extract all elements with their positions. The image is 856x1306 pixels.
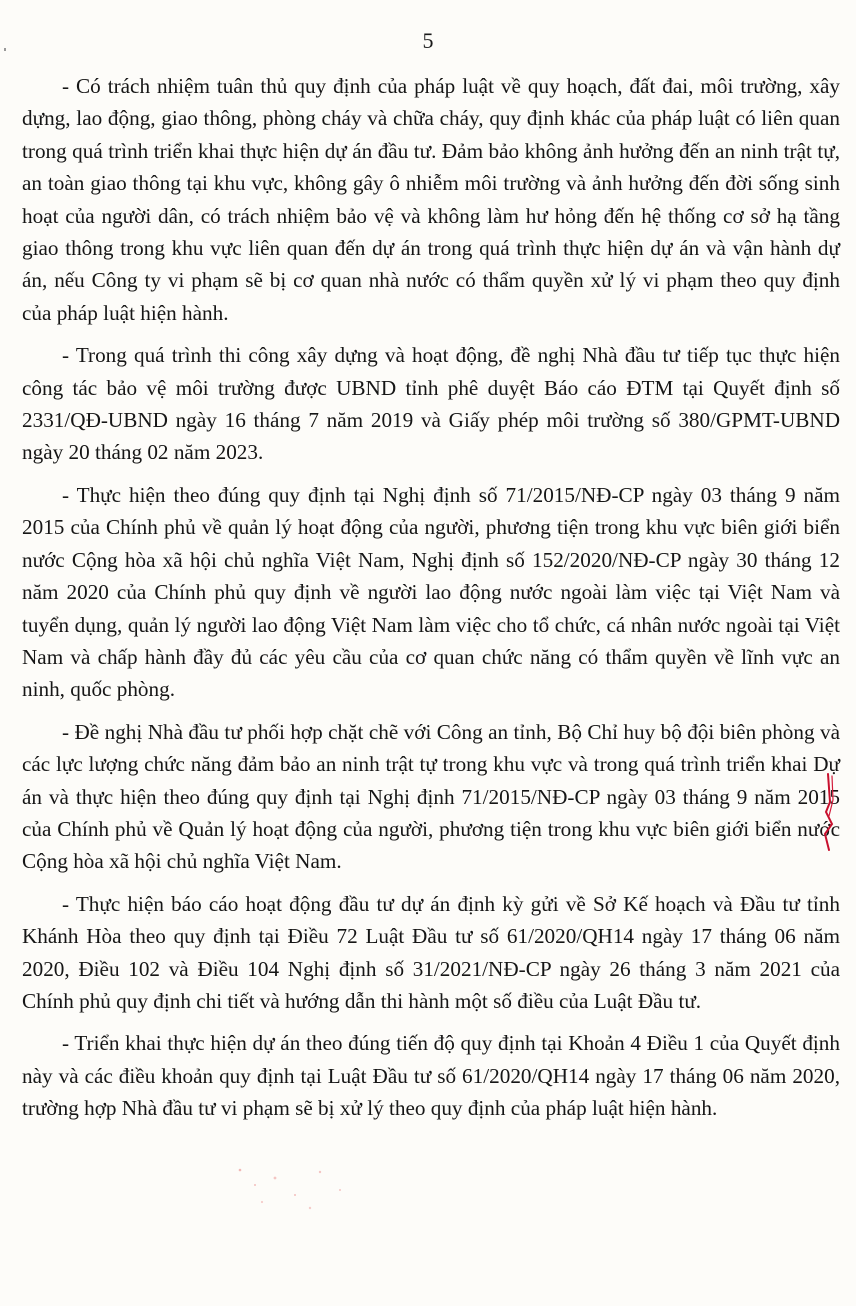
page-number: 5 xyxy=(422,28,434,53)
red-pen-mark xyxy=(808,772,848,892)
paragraph-reporting: - Thực hiện báo cáo hoạt động đầu tư dự án định kỳ gửi về Sở Kế hoạch và Đầu tư tỉnh Khánh Hòa theo quy định tại Điều 72 Luật Đầu tư số 61/2020/QH14 ngày 17 tháng 06 năm 2020, Điều 102 và Điều 104 Nghị định số 31/2021/NĐ-CP ngày 26 tháng 3 năm 2021 của Chính phủ quy định chi tiết và hướng dẫn thi hành một số điều của Luật Đầu tư. xyxy=(22,891,840,1013)
paragraph-border-regulation: - Thực hiện theo đúng quy định tại Nghị định số 71/2015/NĐ-CP ngày 03 tháng 9 năm 2015 của Chính phủ về quản lý hoạt động của người, phương tiện trong khu vực biên giới biển nước Cộng hòa xã hội chủ nghĩa Việt Nam, Nghị định số 152/2020/NĐ-CP ngày 30 tháng 12 năm 2020 của Chính phủ quy định về người lao động nước ngoài làm việc tại Việt Nam và tuyển dụng, quản lý người lao động Việt Nam làm việc cho tổ chức, cá nhân nước ngoài tại Việt Nam và chấp hành đầy đủ các yêu cầu của cơ quan chức năng có thẩm quyền về lĩnh vực an ninh, quốc phòng. xyxy=(22,482,840,702)
paragraph-security-coordination: - Đề nghị Nhà đầu tư phối hợp chặt chẽ với Công an tỉnh, Bộ Chỉ huy bộ đội biên phòng và các lực lượng chức năng đảm bảo an ninh trật tự trong khu vực và trong quá trình triển khai Dự án và thực hiện theo đúng quy định tại Nghị định 71/2015/NĐ-CP ngày 03 tháng 9 năm 2015 của Chính phủ về Quản lý hoạt động của người, phương tiện trong khu vực biên giới biển nước Cộng hòa xã hội chủ nghĩa Việt Nam. xyxy=(22,719,840,874)
document-body xyxy=(22,70,840,1135)
paragraph-schedule: - Triển khai thực hiện dự án theo đúng tiến độ quy định tại Khoản 4 Điều 1 của Quyết định này và các điều khoản quy định tại Luật Đầu tư số 61/2020/QH14 ngày 17 tháng 06 năm 2020, trường hợp Nhà đầu tư vi phạm sẽ bị xử lý theo quy định của pháp luật hiện hành. xyxy=(22,1031,840,1121)
faint-red-smudge xyxy=(200,1150,400,1220)
paragraph-compliance: - Có trách nhiệm tuân thủ quy định của pháp luật về quy hoạch, đất đai, môi trường, xây dựng, lao động, giao thông, phòng cháy và chữa cháy, quy định khác của pháp luật có liên quan trong quá trình triển khai thực hiện dự án đầu tư. Đảm bảo không ảnh hưởng đến an ninh trật tự, an toàn giao thông tại khu vực, không gây ô nhiễm môi trường và ảnh hưởng đến đời sống sinh hoạt của người dân, có trách nhiệm bảo vệ và không làm hư hỏng đến hệ thống cơ sở hạ tầng giao thông trong khu vực liên quan đến dự án trong quá trình thực hiện dự án và vận hành dự án, nếu Công ty vi phạm sẽ bị cơ quan nhà nước có thẩm quyền xử lý vi phạm theo quy định của pháp luật hiện hành. xyxy=(22,74,840,325)
paragraph-environment: - Trong quá trình thi công xây dựng và hoạt động, đề nghị Nhà đầu tư tiếp tục thực hiện công tác bảo vệ môi trường được UBND tỉnh phê duyệt Báo cáo ĐTM tại Quyết định số 2331/QĐ-UBND ngày 16 tháng 7 năm 2019 và Giấy phép môi trường số 380/GPMT-UBND ngày 20 tháng 02 năm 2023. xyxy=(22,343,840,465)
